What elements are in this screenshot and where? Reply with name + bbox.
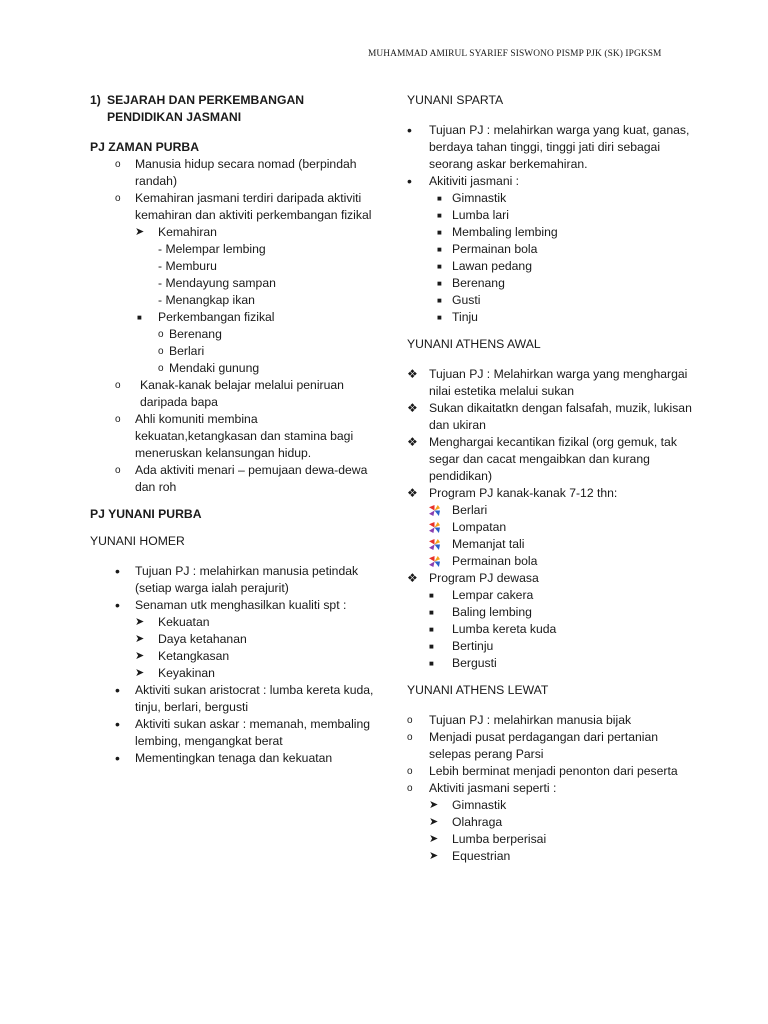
- circle-bullet-icon: o: [115, 380, 121, 391]
- list-item: Berlari: [407, 502, 692, 519]
- square-bullet-icon: ■: [429, 642, 434, 651]
- list-item: ❖ Program PJ kanak-kanak 7-12 thn:: [407, 486, 618, 500]
- zaman-purba-heading: PJ ZAMAN PURBA: [90, 140, 200, 154]
- list-item: ■ Lumba lari: [437, 208, 509, 222]
- chapter-number: 1): [90, 93, 101, 107]
- list-item: o Tujuan PJ : melahirkan manusia bijak: [407, 713, 632, 727]
- list-item: ■ Tinju: [437, 310, 478, 324]
- arrowhead-bullet-icon: ➤: [135, 616, 145, 628]
- list-item: • Tujuan PJ : melahirkan warga yang kuat, ganas, berdaya tahan tinggi, tinggi jati diri sebagai seorang askar berkemahiran.: [407, 122, 690, 171]
- list-item: - Melempar lembing: [158, 242, 266, 256]
- list-item: o Menjadi pusat perdagangan dari pertanian selepas perang Parsi: [407, 730, 659, 761]
- list-item: - Mendayung sampan: [158, 276, 276, 290]
- list-item: ■ Membaling lembing: [437, 225, 558, 239]
- list-item: o Kanak-kanak belajar melalui peniruan daripada bapa: [115, 378, 344, 409]
- square-bullet-icon: ■: [437, 245, 442, 254]
- colored-pinwheel-icon: [429, 519, 452, 533]
- list-item: ➤ Ketangkasan: [135, 649, 230, 663]
- athens-awal-list: [407, 366, 692, 672]
- list-item: • Senaman utk menghasilkan kualiti spt :: [115, 597, 347, 613]
- list-item: - Menangkap ikan: [158, 293, 255, 307]
- square-bullet-icon: ■: [437, 228, 442, 237]
- square-bullet-icon: ■: [437, 194, 442, 203]
- list-item: • Aktiviti sukan aristocrat : lumba kereta kuda, tinju, berlari, bergusti: [115, 682, 374, 714]
- list-item: ➤ Daya ketahanan: [135, 632, 247, 646]
- circle-bullet-icon: o: [407, 732, 413, 743]
- square-bullet-icon: ■: [429, 591, 434, 600]
- square-bullet-icon: ■: [429, 608, 434, 617]
- circle-bullet-icon: o: [115, 465, 121, 476]
- sparta-list: [407, 122, 692, 326]
- yunani-sparta-heading: YUNANI SPARTA: [407, 93, 504, 107]
- list-item: ■ Lawan pedang: [437, 259, 532, 273]
- list-item: ■ Perkembangan fizikal: [137, 310, 275, 324]
- circle-bullet-icon: o: [407, 766, 413, 777]
- list-item: o Ada aktiviti menari – pemujaan dewa-dewa dan roh: [115, 463, 368, 494]
- list-item: ❖ Program PJ dewasa: [407, 571, 539, 585]
- list-item: ➤ Olahraga: [429, 815, 503, 829]
- list-item: o Manusia hidup secara nomad (berpindah randah): [115, 157, 357, 188]
- bullet-icon: •: [115, 750, 120, 766]
- list-item: - Memburu: [158, 259, 217, 273]
- square-bullet-icon: ■: [429, 625, 434, 634]
- list-item: ■ Bertinju: [429, 639, 494, 653]
- square-bullet-icon: ■: [437, 296, 442, 305]
- square-bullet-icon: ■: [137, 313, 142, 322]
- list-item: • Aktiviti sukan askar : memanah, membaling lembing, mengangkat berat: [115, 716, 371, 748]
- athens-awal-heading: YUNANI ATHENS AWAL: [407, 337, 541, 351]
- circle-bullet-icon: o: [115, 159, 121, 170]
- square-bullet-icon: ■: [429, 659, 434, 668]
- bullet-icon: •: [115, 563, 120, 579]
- bullet-icon: •: [407, 122, 412, 138]
- arrowhead-bullet-icon: ➤: [135, 667, 145, 679]
- square-bullet-icon: ■: [437, 313, 442, 322]
- arrowhead-bullet-icon: ➤: [429, 799, 439, 811]
- diamond-bullet-icon: ❖: [407, 571, 418, 585]
- circle-bullet-icon: o: [115, 193, 121, 204]
- list-item: ■ Lempar cakera: [429, 588, 534, 602]
- list-item: ■ Permainan bola: [437, 242, 538, 256]
- list-item: ➤ Equestrian: [429, 849, 511, 863]
- bullet-icon: •: [115, 597, 120, 613]
- list-item: ➤ Kekuatan: [135, 615, 210, 629]
- circle-bullet-icon: o: [407, 715, 413, 726]
- list-item: o Aktiviti jasmani seperti :: [407, 781, 557, 795]
- square-bullet-icon: ■: [437, 279, 442, 288]
- list-item: • Tujuan PJ : melahirkan manusia petindak (setiap warga ialah perajurit): [115, 563, 359, 595]
- arrowhead-bullet-icon: ➤: [429, 816, 439, 828]
- list-item: ■ Berenang: [437, 276, 505, 290]
- list-item: o Kemahiran jasmani terdiri daripada aktiviti kemahiran dan aktiviti perkembangan fizikal: [115, 191, 372, 222]
- list-item: ➤ Kemahiran: [135, 225, 217, 239]
- list-item: o Ahli komuniti membina kekuatan,ketangkasan dan stamina bagi meneruskan kelansungan hidup.: [115, 412, 354, 460]
- bullet-icon: •: [115, 716, 120, 732]
- arrowhead-bullet-icon: ➤: [135, 226, 145, 238]
- list-item: • Mementingkan tenaga dan kekuatan: [115, 750, 333, 766]
- chapter-title: [90, 92, 380, 126]
- list-item: ■ Lumba kereta kuda: [429, 622, 557, 636]
- list-item: Permainan bola: [407, 553, 692, 570]
- list-item: ■ Gimnastik: [437, 191, 507, 205]
- diamond-bullet-icon: ❖: [407, 401, 418, 415]
- arrowhead-bullet-icon: ➤: [429, 833, 439, 845]
- list-item: ❖ Menghargai kecantikan fizikal (org gemuk, tak segar dan cacat mengaibkan dan kurang pendidikan): [407, 435, 677, 483]
- circle-bullet-icon: o: [115, 414, 121, 425]
- arrowhead-bullet-icon: ➤: [135, 633, 145, 645]
- colored-pinwheel-icon: [429, 553, 452, 567]
- yunani-homer-heading: YUNANI HOMER: [90, 534, 185, 548]
- list-item: • Akitiviti jasmani :: [407, 173, 520, 189]
- arrowhead-bullet-icon: ➤: [135, 650, 145, 662]
- list-item: ■ Baling lembing: [429, 605, 532, 619]
- square-bullet-icon: ■: [437, 262, 442, 271]
- list-item: ❖ Tujuan PJ : Melahirkan warga yang menghargai nilai estetika melalui sukan: [407, 367, 688, 398]
- yunani-purba-heading: PJ YUNANI PURBA: [90, 507, 202, 521]
- chapter-title-line1: SEJARAH DAN PERKEMBANGAN: [107, 93, 305, 107]
- circle-bullet-icon: o: [158, 363, 164, 374]
- arrowhead-bullet-icon: ➤: [429, 850, 439, 862]
- list-item: ➤ Keyakinan: [135, 666, 215, 680]
- zaman-purba-list: [90, 156, 380, 496]
- chapter-title-line2: PENDIDIKAN JASMANI: [107, 110, 242, 124]
- colored-pinwheel-icon: [429, 536, 452, 550]
- running-header: MUHAMMAD AMIRUL SYARIEF SISWONO PISMP PJK (SK) IPGKSM: [368, 49, 662, 59]
- list-item: o Mendaki gunung: [158, 361, 260, 375]
- list-item: Lompatan: [407, 519, 692, 536]
- athens-lewat-heading: YUNANI ATHENS LEWAT: [407, 683, 549, 697]
- circle-bullet-icon: o: [407, 783, 413, 794]
- list-item: ■ Bergusti: [429, 656, 497, 670]
- list-item: Memanjat tali: [407, 536, 692, 553]
- square-bullet-icon: ■: [437, 211, 442, 220]
- list-item: ➤ Lumba berperisai: [429, 832, 547, 846]
- right-column: [407, 92, 692, 865]
- bullet-icon: •: [407, 173, 412, 189]
- circle-bullet-icon: o: [158, 346, 164, 357]
- diamond-bullet-icon: ❖: [407, 367, 418, 381]
- bullet-icon: •: [115, 682, 120, 698]
- diamond-bullet-icon: ❖: [407, 435, 418, 449]
- list-item: o Berenang: [158, 327, 222, 341]
- circle-bullet-icon: o: [158, 329, 164, 340]
- athens-lewat-list: [407, 712, 692, 865]
- yunani-homer-list: [90, 563, 380, 767]
- colored-pinwheel-icon: [429, 502, 452, 516]
- list-item: ■ Gusti: [437, 293, 481, 307]
- list-item: ➤ Gimnastik: [429, 798, 507, 812]
- list-item: o Lebih berminat menjadi penonton dari peserta: [407, 764, 678, 778]
- left-column: [90, 92, 380, 767]
- list-item: ❖ Sukan dikaitatkn dengan falsafah, muzik, lukisan dan ukiran: [407, 401, 692, 432]
- list-item: o Berlari: [158, 344, 205, 358]
- diamond-bullet-icon: ❖: [407, 486, 418, 500]
